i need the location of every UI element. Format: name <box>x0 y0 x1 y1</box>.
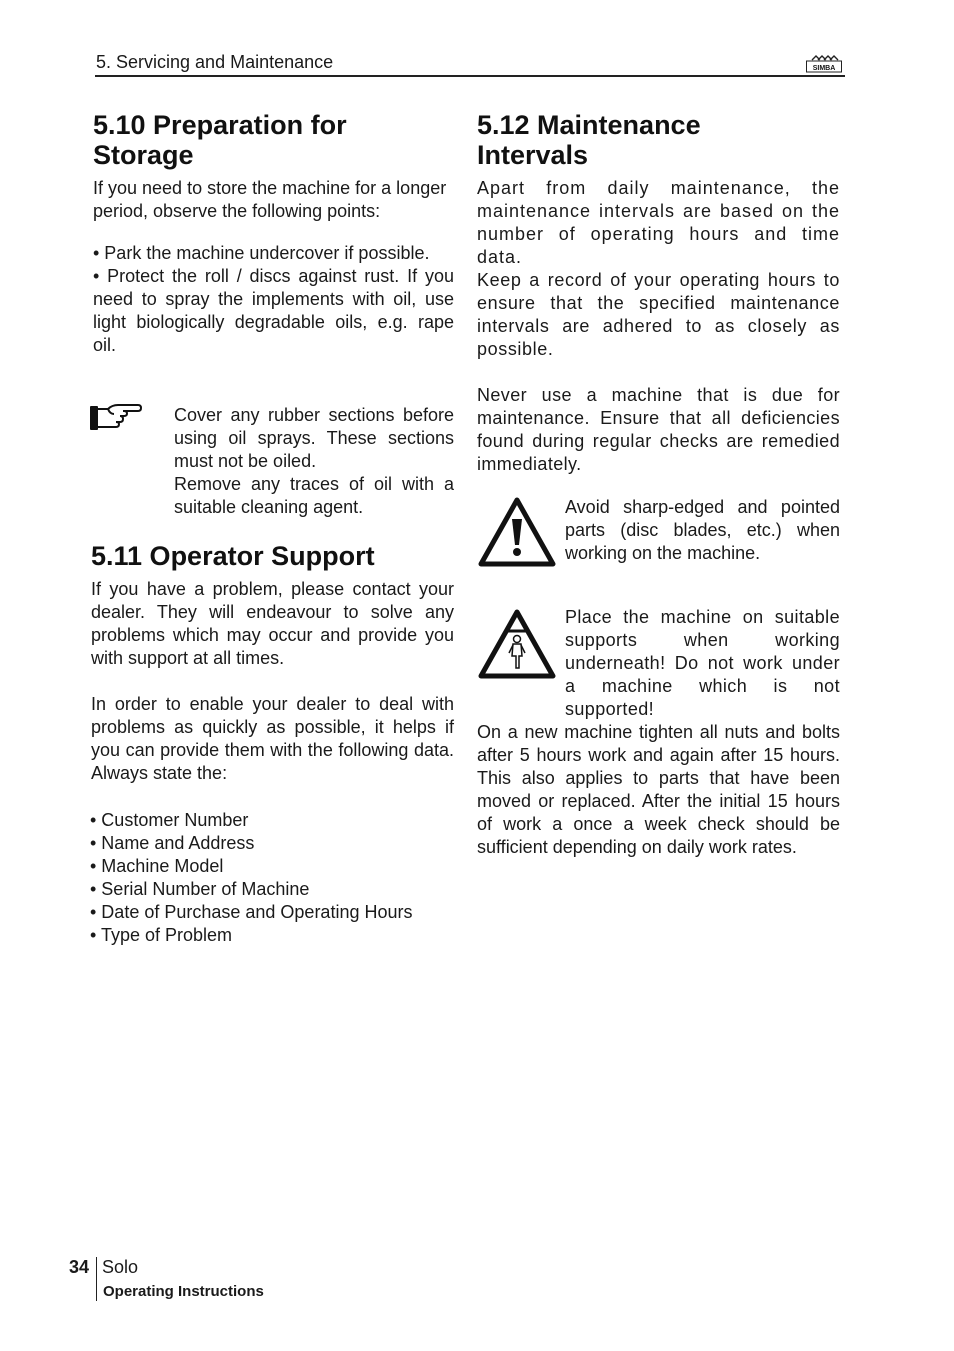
list-item: • Machine Model <box>90 856 224 876</box>
list-item: • Serial Number of Machine <box>90 879 310 899</box>
intervals-para-3: Never use a machine that is due for maintenance. Ensure that all deficiencies found during regular checks are remedied immediately. <box>477 385 840 474</box>
support-para-2: In order to enable your dealer to deal with problems as quickly as possible, it helps if you can provide them with the following data. Always state the: <box>91 694 454 783</box>
footer-divider <box>96 1257 97 1301</box>
warning-supports: Place the machine on suitable supports when working underneath! Do not work under a machine which is not supported! <box>565 607 840 719</box>
model-name: Solo <box>102 1257 139 1277</box>
storage-bullet-2: • Protect the roll / discs against rust. If you need to spray the implements with oil, use light biologically degradable oils, e.g. rape oil. <box>93 266 454 355</box>
dealer-data-list <box>90 809 453 947</box>
list-item: • Type of Problem <box>90 925 233 945</box>
note-rubber: Cover any rubber sections before using oil sprays. These sections must not be oiled. <box>174 405 454 471</box>
document-type: Operating Instructions <box>103 1283 264 1300</box>
list-item: • Name and Address <box>90 833 255 853</box>
list-item: • Date of Purchase and Operating Hours <box>90 902 413 922</box>
header-rule <box>95 75 845 77</box>
page-number: 34 <box>69 1257 90 1277</box>
list-item: • Customer Number <box>90 810 249 830</box>
intervals-para-4: On a new machine tighten all nuts and bolts after 5 hours work and again after 15 hours. This also applies to parts that have been moved or replaced. After the initial 15 hours of work a once a week check should be sufficient depending on daily work rates. <box>477 722 840 857</box>
note-clean: Remove any traces of oil with a suitable cleaning agent. <box>174 474 454 517</box>
section-5-11-title: 5.11 Operator Support <box>91 541 375 571</box>
support-para-1: If you have a problem, please contact your dealer. They will endeavour to solve any problems which may occur and provide you with support at all times. <box>91 579 454 668</box>
exclamation-warning-icon <box>478 497 556 567</box>
section-5-10 <box>93 110 454 170</box>
intervals-para-2: Keep a record of your operating hours to ensure that the specified maintenance intervals are adhered to as closely as possible. <box>477 270 840 359</box>
intervals-para-1: Apart from daily maintenance, the maintenance intervals are based on the number of operating hours and time data. <box>477 178 840 267</box>
running-header: 5. Servicing and Maintenance <box>96 52 334 72</box>
storage-bullet-1: • Park the machine undercover if possible. <box>93 243 430 263</box>
brand-text: SIMBA <box>812 65 836 72</box>
section-5-12-title: 5.12 Maintenance Intervals <box>477 110 701 170</box>
warning-sharp-parts: Avoid sharp-edged and pointed parts (disc blades, etc.) when working on the machine. <box>565 497 840 563</box>
person-under-load-warning-icon <box>478 609 556 679</box>
pointing-hand-icon <box>90 402 142 432</box>
simba-logo <box>806 55 842 73</box>
section-title: 5.10 Preparation for Storage <box>93 110 347 170</box>
storage-intro: If you need to store the machine for a longer period, observe the following points: <box>93 178 447 221</box>
